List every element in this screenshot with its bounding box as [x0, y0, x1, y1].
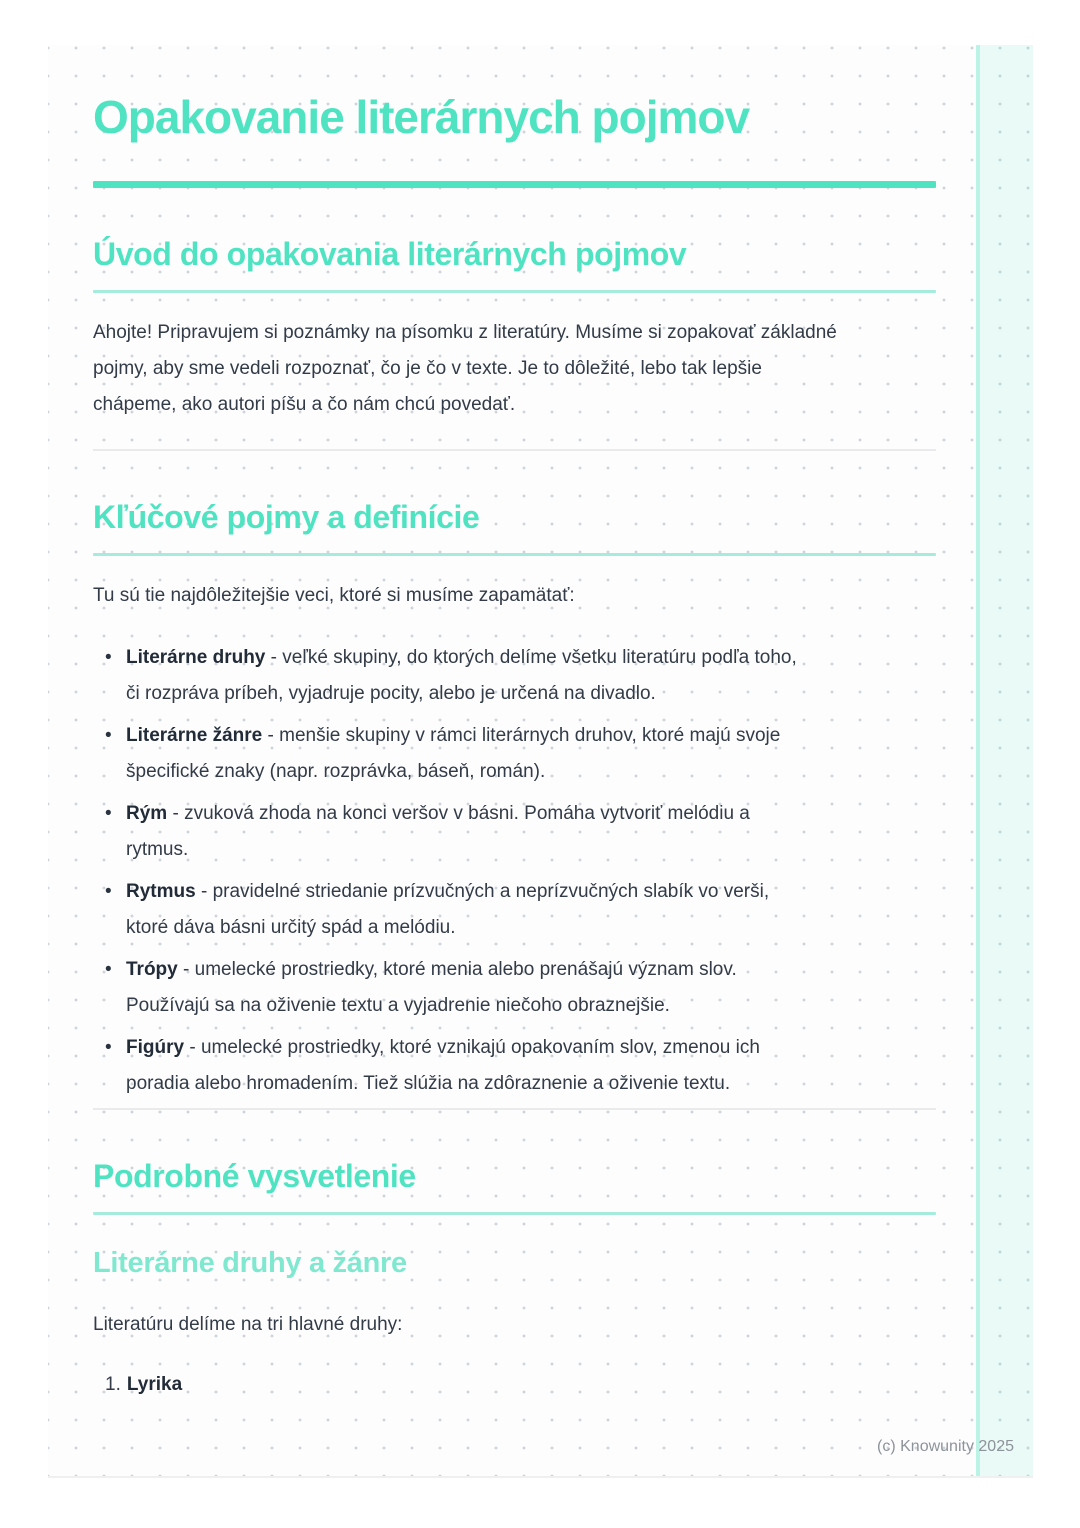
section-divider [93, 1108, 936, 1110]
section-heading-detail: Podrobné vysvetlenie [93, 1158, 416, 1194]
page-content [48, 45, 936, 1403]
list-item-label: Lyrika [126, 1374, 183, 1395]
copyright-notice: (c) Knowunity 2025 [877, 1438, 1014, 1455]
literary-types-list [93, 1367, 936, 1403]
concept-description: - umelecké prostriedky, ktoré vznikajú opakovaním slov, zmenou ich poradia alebo hromadením. Tiež slúžia na zdôraznenie a oživenie textu. [126, 1037, 760, 1094]
section-divider [93, 449, 936, 451]
list-item [105, 1030, 815, 1102]
list-item [105, 640, 815, 712]
intro-heading-rule [93, 290, 936, 293]
detail-heading-rule [93, 1212, 936, 1215]
concept-term: Rým [126, 803, 168, 824]
intro-paragraph: Ahojte! Pripravujem si poznámky na písomku z literatúry. Musíme si zopakovať základné pojmy, aby sme vedeli rozpoznať, čo je čo v texte. Je to dôležité, lebo tak lepšie chápeme, ako autori píšu a čo nám chcú povedať. [93, 322, 837, 415]
list-item-number: 1. [105, 1374, 121, 1395]
list-item [105, 874, 815, 946]
concept-term: Literárne druhy [126, 647, 266, 668]
key-concepts-list [93, 640, 936, 1102]
section-heading-key-concepts: Kľúčové pojmy a definície [93, 499, 480, 535]
detail-paragraph: Literatúru delíme na tri hlavné druhy: [93, 1314, 403, 1335]
notes-page [48, 45, 1033, 1478]
list-item [105, 1367, 936, 1403]
subsection-heading-druhy-zanre: Literárne druhy a žánre [93, 1247, 407, 1279]
list-item [105, 796, 815, 868]
concept-term: Figúry [126, 1037, 185, 1058]
concept-description: - menšie skupiny v rámci literárnych druhov, ktoré majú svoje špecifické znaky (napr. rozprávka, báseň, román). [126, 725, 781, 782]
page-edge-stripe [976, 45, 1033, 1476]
concept-description: - veľké skupiny, do ktorých delíme všetku literatúru podľa toho, či rozpráva príbeh, vyjadruje pocity, alebo je určená na divadlo. [126, 647, 797, 704]
title-rule [93, 181, 936, 188]
concept-description: - zvuková zhoda na konci veršov v básni. Pomáha vytvoriť melódiu a rytmus. [126, 803, 750, 860]
list-item [105, 952, 815, 1024]
key-concepts-lead: Tu sú tie najdôležitejšie veci, ktoré si musíme zapamätať: [93, 585, 575, 606]
concept-description: - pravidelné striedanie prízvučných a neprízvučných slabík vo verši, ktoré dáva básni určitý spád a melódiu. [126, 881, 770, 938]
concept-term: Literárne žánre [126, 725, 263, 746]
section-heading-intro: Úvod do opakovania literárnych pojmov [93, 236, 687, 272]
concept-description: - umelecké prostriedky, ktoré menia alebo prenášajú význam slov. Používajú sa na oživenie textu a vyjadrenie niečoho obraznejšie. [126, 959, 737, 1016]
key-concepts-heading-rule [93, 553, 936, 556]
concept-term: Rytmus [126, 881, 196, 902]
concept-term: Trópy [126, 959, 178, 980]
document-title: Opakovanie literárnych pojmov [93, 91, 750, 143]
list-item [105, 718, 815, 790]
